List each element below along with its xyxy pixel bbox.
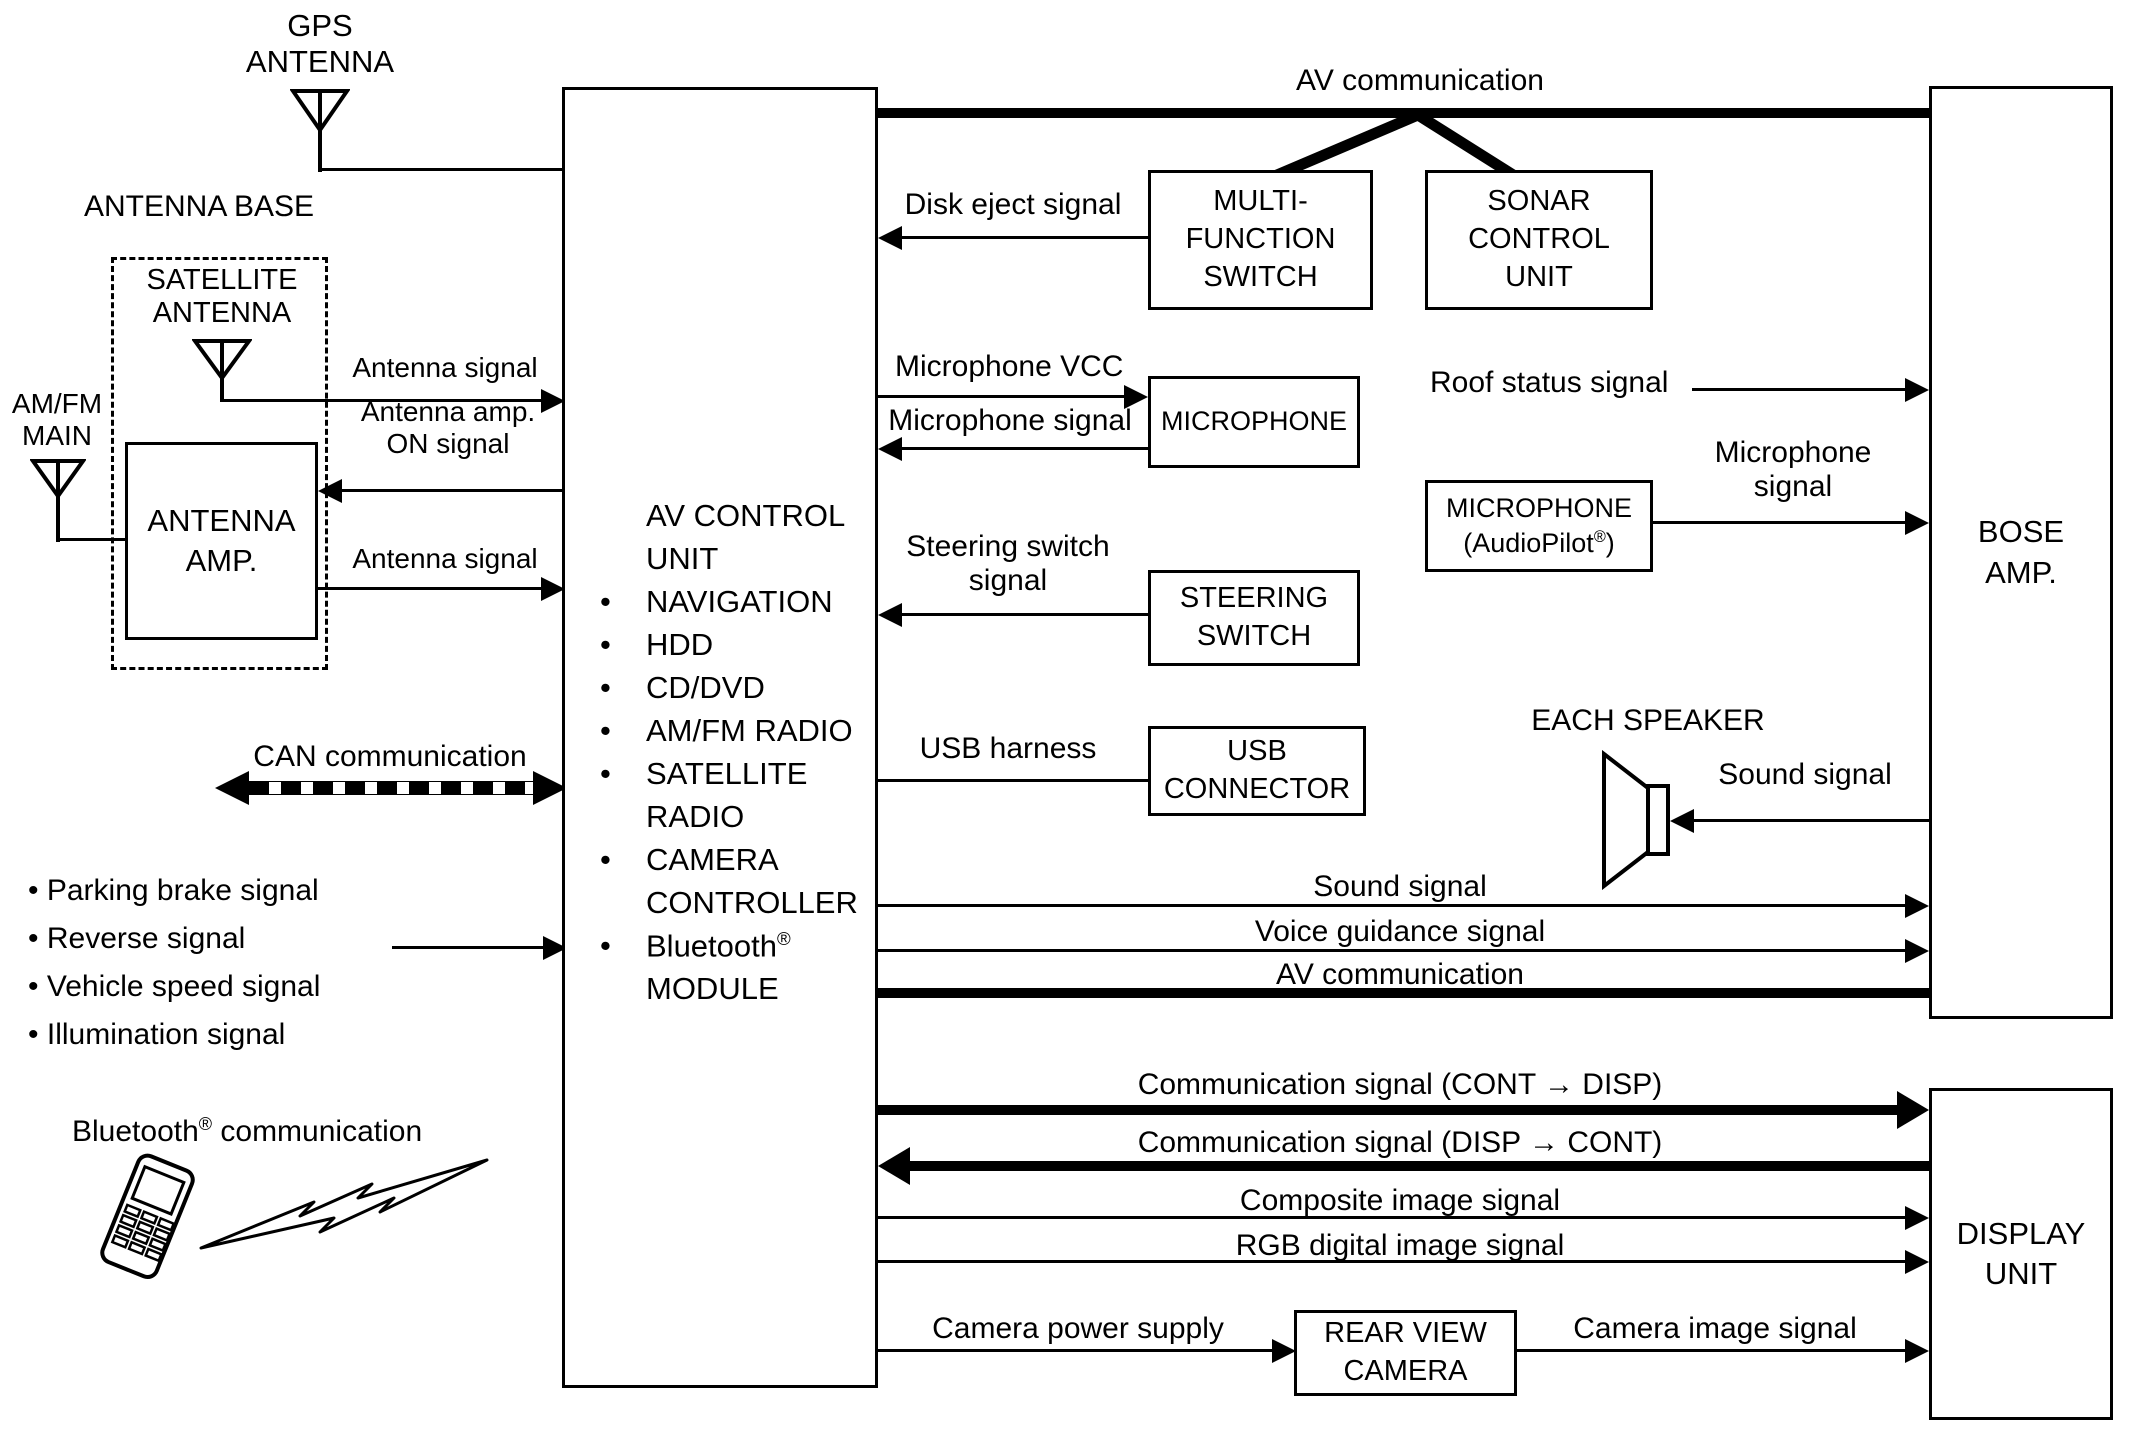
- can-signal-parking-brake: [28, 874, 319, 908]
- av-feature-satellite-radio: [600, 756, 807, 792]
- microphone-label: MICROPHONE: [1160, 406, 1347, 437]
- audiopilot-label2: [1463, 526, 1615, 561]
- list-bullet: •: [600, 713, 611, 748]
- signal-text: Vehicle speed signal: [46, 970, 321, 1003]
- audiopilot-name: (AudioPilot: [1463, 528, 1594, 558]
- av-feature-camera-controller2: [600, 885, 858, 921]
- camera-image-line: [1517, 1349, 1905, 1352]
- bluetooth-rest: communication: [212, 1115, 423, 1148]
- can-signal-vehicle-speed: [28, 970, 320, 1004]
- audiopilot-mic-signal-line: [1653, 521, 1907, 524]
- roof-status-arrowhead-icon: [1905, 378, 1929, 402]
- bose-amp-label2: AMP.: [1985, 554, 2057, 590]
- speaker-sound-signal-label: Sound signal: [1718, 758, 1892, 791]
- disk-eject-arrowhead-icon: [878, 226, 902, 250]
- amfm-label-line2: MAIN: [22, 420, 92, 451]
- antenna-base-label: ANTENNA BASE: [84, 190, 315, 223]
- steering-switch-label: STEERING: [1179, 582, 1329, 615]
- signal-text: Parking brake signal: [46, 874, 319, 907]
- feature-text: SATELLITE: [646, 756, 808, 791]
- roof-status-label: Roof status signal: [1430, 366, 1669, 399]
- camera-image-arrowhead-icon: [1905, 1339, 1929, 1363]
- usb-connector-box: [1148, 726, 1366, 816]
- list-bullet: •: [28, 922, 39, 955]
- display-unit-label2: UNIT: [1984, 1256, 2058, 1291]
- steering-switch-signal-arrowhead-icon: [878, 603, 902, 627]
- microphone-vcc-label: Microphone VCC: [895, 350, 1124, 383]
- sonar-label3: UNIT: [1505, 260, 1573, 293]
- voice-guidance-arrowhead-icon: [1905, 939, 1929, 963]
- each-speaker-label: EACH SPEAKER: [1531, 704, 1765, 737]
- list-bullet: •: [600, 756, 611, 791]
- steering-label-line: Steering switch: [906, 530, 1110, 563]
- av-unit-title2: [600, 541, 718, 577]
- steering-switch-signal-line: [900, 613, 1148, 616]
- composite-image-label: Composite image signal: [1239, 1184, 1561, 1217]
- antenna-amp-on-label: [361, 396, 535, 460]
- av-feature-satellite-radio2: [600, 799, 744, 835]
- comm-cont-disp-line: [878, 1105, 1899, 1115]
- list-bullet: •: [600, 670, 611, 705]
- composite-image-arrowhead-icon: [1905, 1206, 1929, 1230]
- list-bullet: •: [28, 1018, 39, 1051]
- antenna-signal-bottom-line: [318, 587, 541, 590]
- signal-text: Illumination signal: [46, 1018, 286, 1051]
- voice-guidance-line: [878, 949, 1905, 952]
- antenna-amp-on-arrowhead-icon: [318, 479, 342, 503]
- bluetooth-communication-label: [72, 1114, 422, 1149]
- microphone-signal-label: Microphone signal: [888, 404, 1132, 437]
- usb-harness-label: USB harness: [919, 732, 1097, 765]
- mfs-label: MULTI-: [1213, 185, 1308, 218]
- speaker-icon: [1600, 750, 1672, 890]
- gps-antenna-wire: [319, 168, 564, 171]
- rgb-image-arrowhead-icon: [1905, 1250, 1929, 1274]
- camera-image-label: Camera image signal: [1573, 1312, 1857, 1345]
- comm-cont-disp-label: Communication signal (CONT → DISP): [1137, 1068, 1663, 1101]
- audiopilot-mic-signal-arrowhead-icon: [1905, 511, 1929, 535]
- multi-function-switch-box: [1148, 170, 1373, 310]
- sound-signal-label: Sound signal: [1313, 870, 1487, 903]
- antenna-amp-box: [125, 442, 318, 640]
- can-signal-illumination: [28, 1018, 285, 1052]
- comm-cont-disp-arrowhead-icon: [1897, 1091, 1929, 1129]
- sound-signal-line: [878, 904, 1905, 907]
- audiopilot-label: MICROPHONE: [1445, 492, 1632, 523]
- av-unit-title-text: AV CONTROL: [646, 498, 846, 533]
- steering-switch-box: [1148, 570, 1360, 666]
- satellite-antenna-icon: [192, 338, 252, 402]
- gps-antenna-label: [246, 8, 394, 80]
- usb-connector-label2: CONNECTOR: [1163, 773, 1351, 805]
- camera-power-label: Camera power supply: [932, 1312, 1224, 1345]
- antenna-amp-label2: AMP.: [185, 543, 258, 578]
- usb-harness-line: [878, 779, 1148, 782]
- display-unit-label: DISPLAY: [1956, 1215, 2086, 1251]
- usb-connector-label: USB: [1227, 735, 1287, 768]
- feature-text: RADIO: [646, 799, 745, 834]
- can-striped-bar: [249, 781, 533, 795]
- list-bullet: •: [600, 584, 611, 619]
- mfs-label2: FUNCTION: [1185, 223, 1336, 256]
- feature-text: CD/DVD: [646, 670, 765, 705]
- disk-eject-line: [900, 236, 1148, 239]
- signal-text: Reverse signal: [46, 922, 246, 955]
- satellite-label-line2: ANTENNA: [152, 297, 292, 329]
- display-unit-box: [1929, 1088, 2113, 1420]
- antenna-amp-label: ANTENNA: [147, 502, 296, 538]
- feature-text: CAMERA: [646, 842, 779, 877]
- voice-guidance-label: Voice guidance signal: [1254, 915, 1546, 948]
- av-feature-navigation: [600, 584, 833, 620]
- satellite-antenna-label: [147, 264, 298, 330]
- gps-label-line2: ANTENNA: [245, 44, 395, 79]
- microphone-signal-line: [900, 447, 1148, 450]
- bose-amp-label: BOSE: [1977, 514, 2065, 550]
- can-signal-reverse: [28, 922, 245, 956]
- comm-disp-cont-label: Communication signal (DISP → CONT): [1137, 1126, 1663, 1159]
- mfs-label3: SWITCH: [1203, 260, 1318, 293]
- camera-power-arrowhead-icon: [1272, 1339, 1296, 1363]
- rear-view-camera-label2: CAMERA: [1343, 1355, 1468, 1387]
- av-feature-amfm-radio: [600, 713, 853, 749]
- feature-text: Bluetooth: [646, 928, 777, 964]
- list-bullet: •: [600, 842, 611, 877]
- can-left-arrowhead-icon: [215, 771, 249, 805]
- audiopilot-paren: ): [1605, 528, 1615, 558]
- bose-amp-box: [1929, 86, 2113, 1019]
- av-feature-cd-dvd: [600, 670, 765, 706]
- av-feature-bluetooth-module2: [600, 971, 779, 1007]
- audiopilot-microphone-box: [1425, 480, 1653, 572]
- feature-text: NAVIGATION: [646, 584, 833, 619]
- antenna-amp-on-line1: Antenna amp.: [360, 396, 536, 427]
- steering-label-line2: signal: [968, 564, 1048, 597]
- mic-signal-line1: Microphone: [1714, 436, 1872, 469]
- feature-text: AM/FM RADIO: [646, 713, 853, 748]
- gps-label-line: GPS: [287, 8, 353, 43]
- registered-mark: ®: [1593, 528, 1606, 546]
- av-unit-title-text2: UNIT: [646, 541, 719, 576]
- audiopilot-mic-signal-label: [1715, 436, 1872, 504]
- sonar-label2: CONTROL: [1468, 223, 1610, 256]
- antenna-amp-on-line: [340, 489, 562, 492]
- list-bullet: •: [600, 627, 611, 662]
- sonar-control-unit-box: [1425, 170, 1653, 310]
- steering-switch-signal-label: [906, 530, 1109, 598]
- antenna-amp-on-line2: ON signal: [386, 428, 510, 459]
- speaker-sound-line: [1692, 819, 1929, 822]
- sound-signal-arrowhead-icon: [1905, 894, 1929, 918]
- av-communication-bottom-label: AV communication: [1276, 958, 1524, 991]
- sonar-label: SONAR: [1487, 185, 1591, 218]
- speaker-sound-arrowhead-icon: [1670, 809, 1694, 833]
- av-unit-title: [600, 498, 845, 534]
- microphone-box: [1148, 376, 1360, 468]
- vehicle-signals-line: [392, 946, 543, 949]
- amfm-main-label: [12, 388, 102, 452]
- microphone-vcc-line: [878, 395, 1126, 398]
- registered-mark: ®: [777, 928, 791, 949]
- rear-view-camera-label: REAR VIEW: [1324, 1317, 1487, 1350]
- mobile-phone-icon: [91, 1147, 206, 1290]
- antenna-signal-top-label: Antenna signal: [352, 352, 538, 383]
- list-bullet: •: [600, 928, 611, 964]
- av-feature-camera-controller: [600, 842, 779, 878]
- mic-signal-line2: signal: [1753, 470, 1833, 503]
- steering-switch-label2: SWITCH: [1196, 620, 1312, 652]
- can-communication-label: CAN communication: [253, 740, 527, 773]
- antenna-signal-bottom-label: Antenna signal: [352, 543, 538, 574]
- feature-text: CONTROLLER: [646, 885, 858, 920]
- list-bullet: •: [28, 874, 39, 907]
- satellite-label-line: SATELLITE: [146, 264, 298, 296]
- disk-eject-label: Disk eject signal: [904, 188, 1122, 221]
- amfm-antenna-icon: [30, 458, 86, 542]
- feature-text: MODULE: [646, 971, 779, 1006]
- comm-disp-cont-line: [908, 1161, 1929, 1171]
- feature-text: HDD: [646, 627, 714, 662]
- microphone-signal-arrowhead-icon: [878, 437, 902, 461]
- rear-view-camera-box: [1294, 1310, 1517, 1396]
- rgb-image-label: RGB digital image signal: [1235, 1229, 1565, 1262]
- gps-antenna-icon: [290, 88, 350, 172]
- amfm-label-line: AM/FM: [11, 388, 103, 419]
- av-feature-hdd: [600, 627, 713, 663]
- registered-mark: ®: [198, 1114, 213, 1134]
- list-bullet: •: [28, 970, 39, 1003]
- av-feature-bluetooth-module: [600, 928, 791, 964]
- bluetooth-name: Bluetooth: [72, 1115, 199, 1148]
- roof-status-line: [1692, 388, 1907, 391]
- camera-power-line: [878, 1349, 1272, 1352]
- av-communication-top-label: AV communication: [1296, 64, 1544, 97]
- bluetooth-lightning-icon: [198, 1156, 490, 1256]
- comm-disp-cont-arrowhead-icon: [878, 1147, 910, 1185]
